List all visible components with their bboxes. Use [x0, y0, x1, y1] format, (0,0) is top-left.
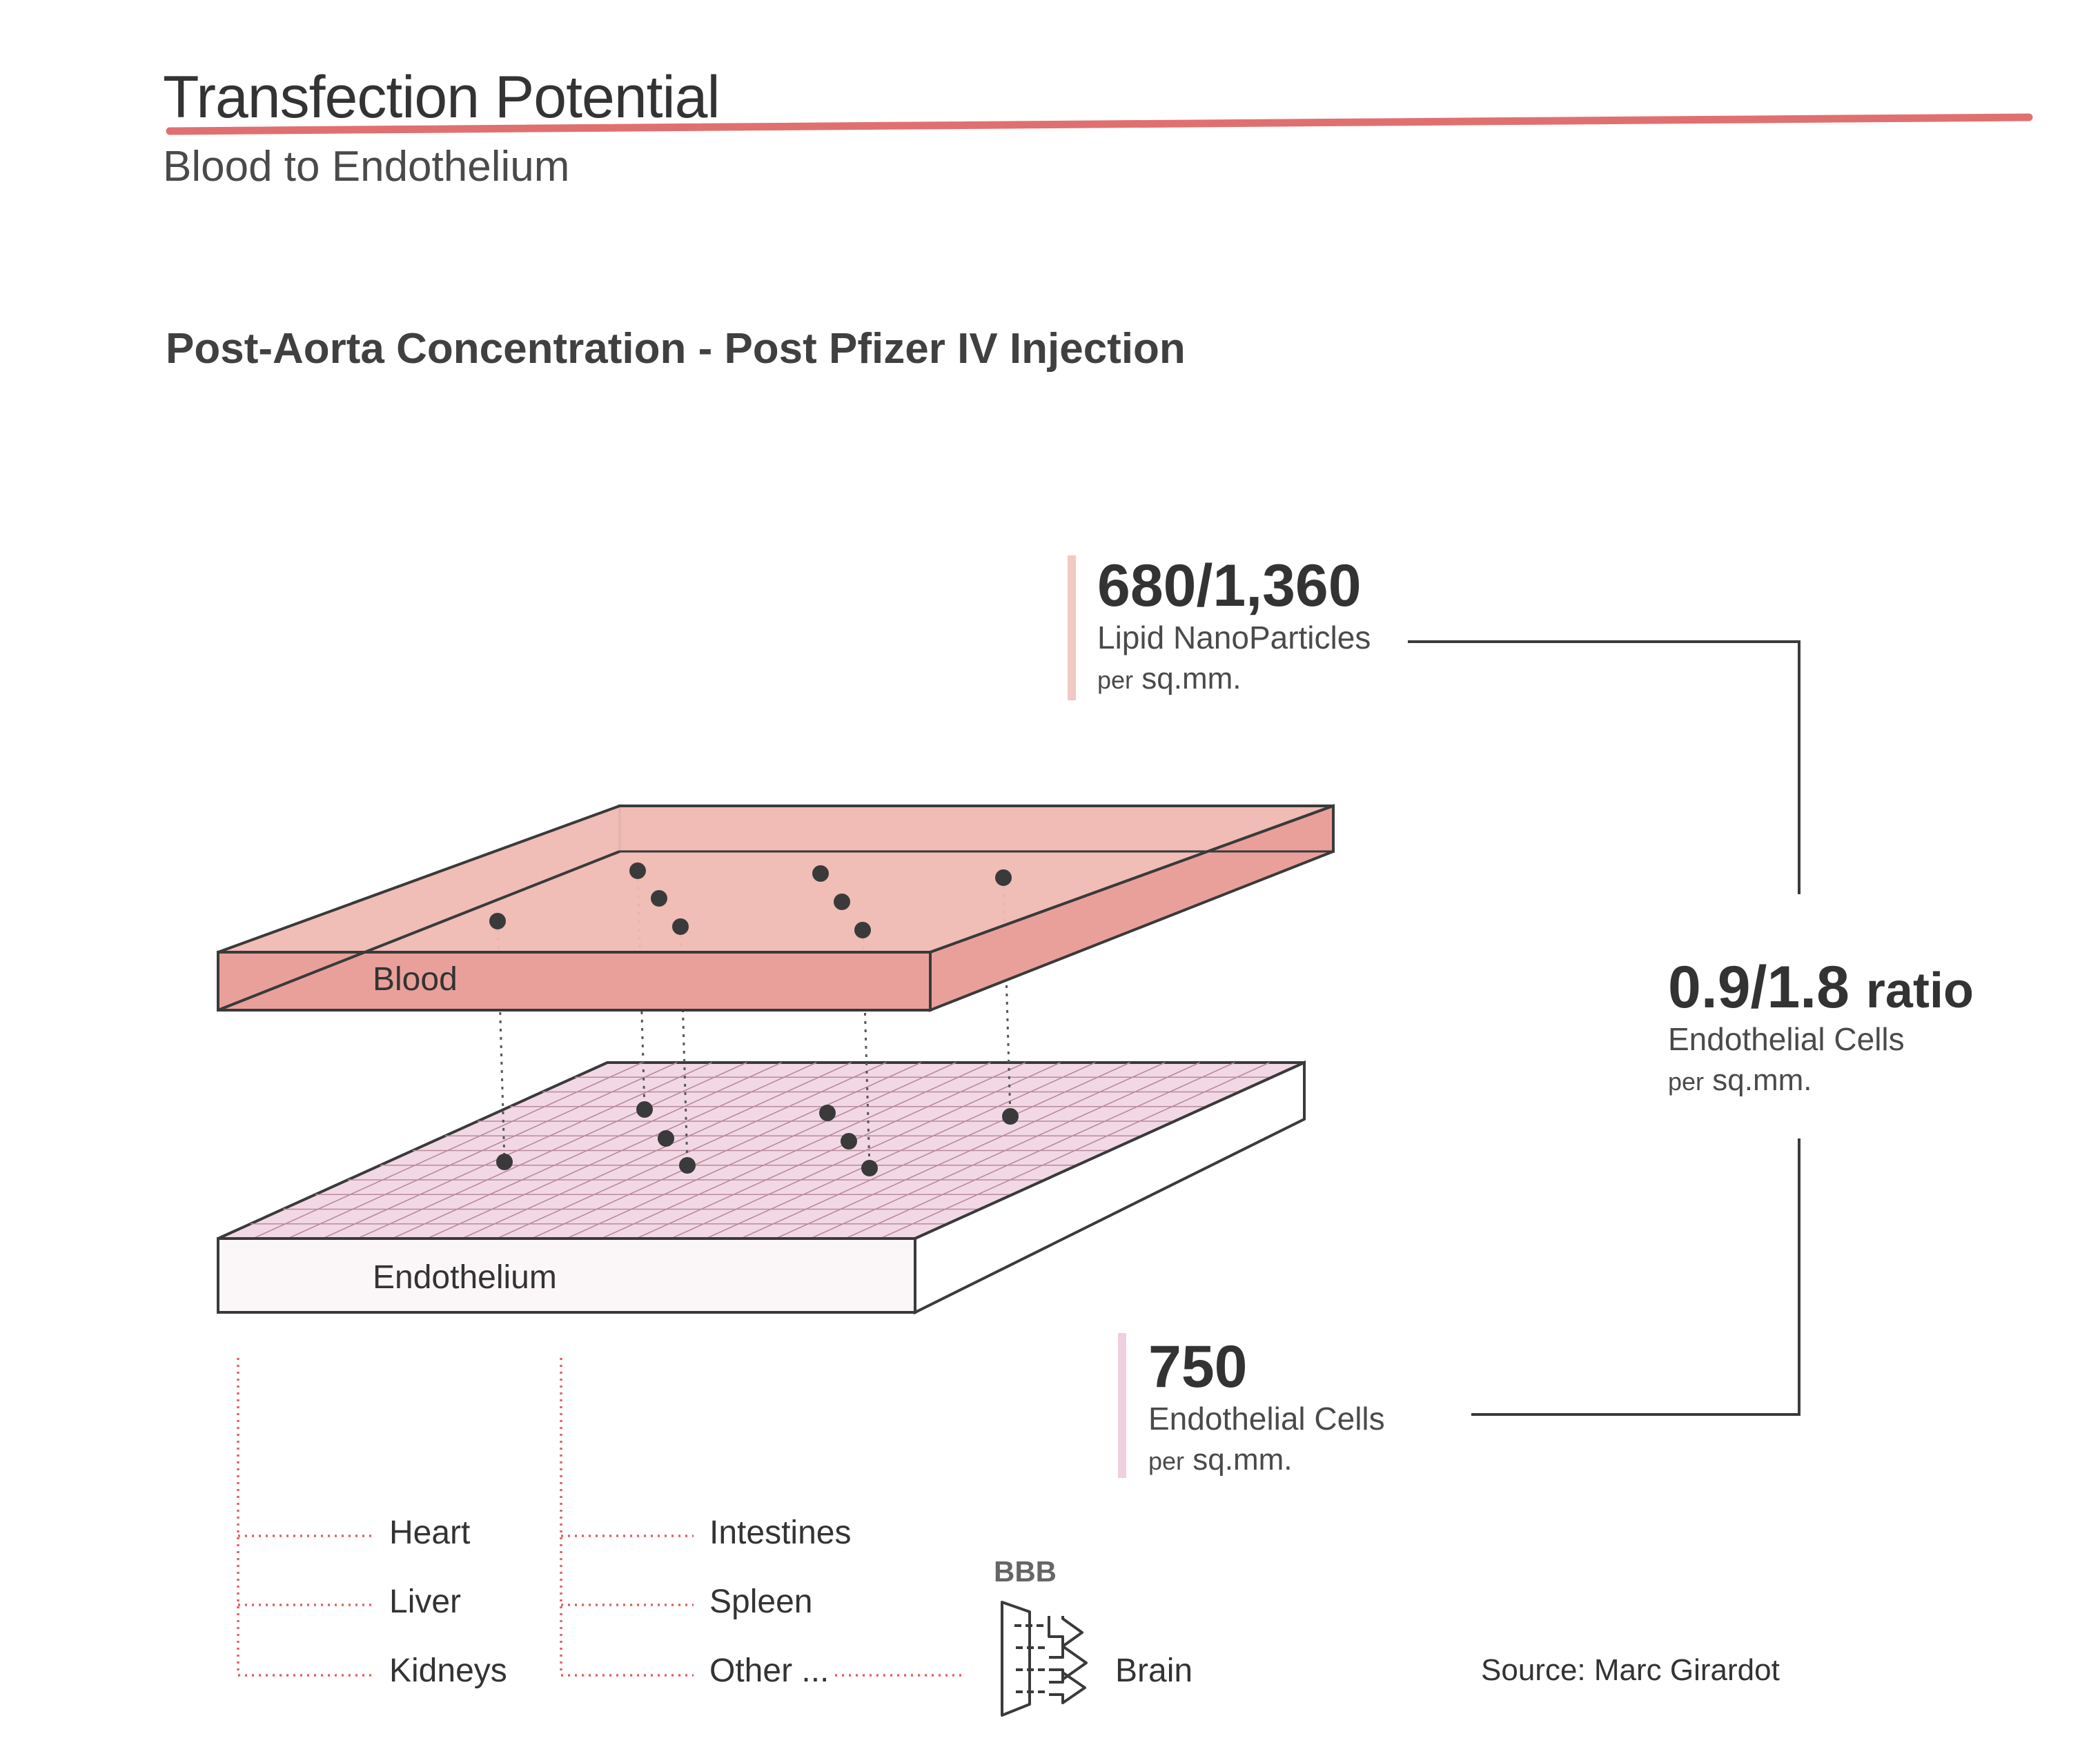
particle [489, 913, 506, 929]
particle [629, 862, 646, 879]
source-credit: Source: Marc Girardot [1481, 1653, 1780, 1687]
particle [658, 1130, 674, 1147]
blood-front [218, 952, 930, 1010]
particle [679, 1157, 696, 1174]
particle [636, 1101, 653, 1118]
organ-brain: Brain [1115, 1653, 1193, 1689]
particle [812, 865, 829, 882]
organ-liver: Liver [389, 1584, 462, 1620]
particle [672, 918, 689, 935]
particle [995, 869, 1012, 886]
lnp-unit-line [1097, 662, 1371, 696]
page-title: Transfection Potential [163, 64, 720, 130]
lnp-label: Lipid NanoParticles [1097, 620, 1371, 655]
lnp-stat [1097, 552, 1371, 696]
organ-other: Other ... [709, 1653, 830, 1689]
lnp-unit: sq.mm. [1141, 662, 1242, 696]
organ-tree-left [238, 1358, 371, 1675]
organ-intestines: Intestines [709, 1515, 852, 1551]
cells-per: per [1148, 1447, 1185, 1475]
particle [834, 894, 850, 910]
endothelium-front [218, 1239, 915, 1312]
lnp-accent-bar [1068, 555, 1076, 700]
particle [854, 922, 871, 938]
bbb-label: BBB [994, 1555, 1057, 1588]
ratio-value: 0.9/1.8 [1668, 954, 1849, 1020]
ratio-per: per [1668, 1067, 1705, 1096]
cells-label: Endothelial Cells [1148, 1401, 1385, 1437]
blood-brain-barrier-arrows-icon [1002, 1602, 1086, 1715]
ratio-unit: sq.mm. [1712, 1063, 1812, 1097]
page-subtitle: Blood to Endothelium [163, 143, 570, 190]
organ-spleen: Spleen [709, 1584, 813, 1620]
lnp-per: per [1097, 666, 1134, 694]
particle [1002, 1108, 1019, 1125]
cells-unit: sq.mm. [1193, 1443, 1293, 1477]
endothelium-label: Endothelium [373, 1259, 557, 1296]
title-underline [170, 117, 2029, 131]
diagram-heading: Post-Aorta Concentration - Post Pfizer IV Injection [166, 325, 1186, 373]
particle [651, 890, 667, 907]
blood-label: Blood [373, 961, 458, 998]
ratio-unit-line [1668, 1063, 1974, 1098]
particle [841, 1133, 857, 1150]
organ-kidneys: Kidneys [389, 1653, 507, 1689]
ratio-label: Endothelial Cells [1668, 1021, 1905, 1057]
particle [496, 1154, 513, 1170]
cells-unit-line [1148, 1443, 1385, 1477]
ratio-stat [1668, 954, 1974, 1098]
organ-heart: Heart [389, 1515, 471, 1551]
cells-value: 750 [1148, 1334, 1248, 1400]
ratio-suffix: ratio [1865, 963, 1974, 1018]
particle [819, 1105, 836, 1121]
particle [861, 1160, 878, 1176]
cells-accent-bar [1118, 1333, 1126, 1478]
ratio-value-line [1668, 954, 1974, 1022]
cells-stat [1148, 1333, 1385, 1477]
lnp-value: 680/1,360 [1097, 553, 1362, 619]
